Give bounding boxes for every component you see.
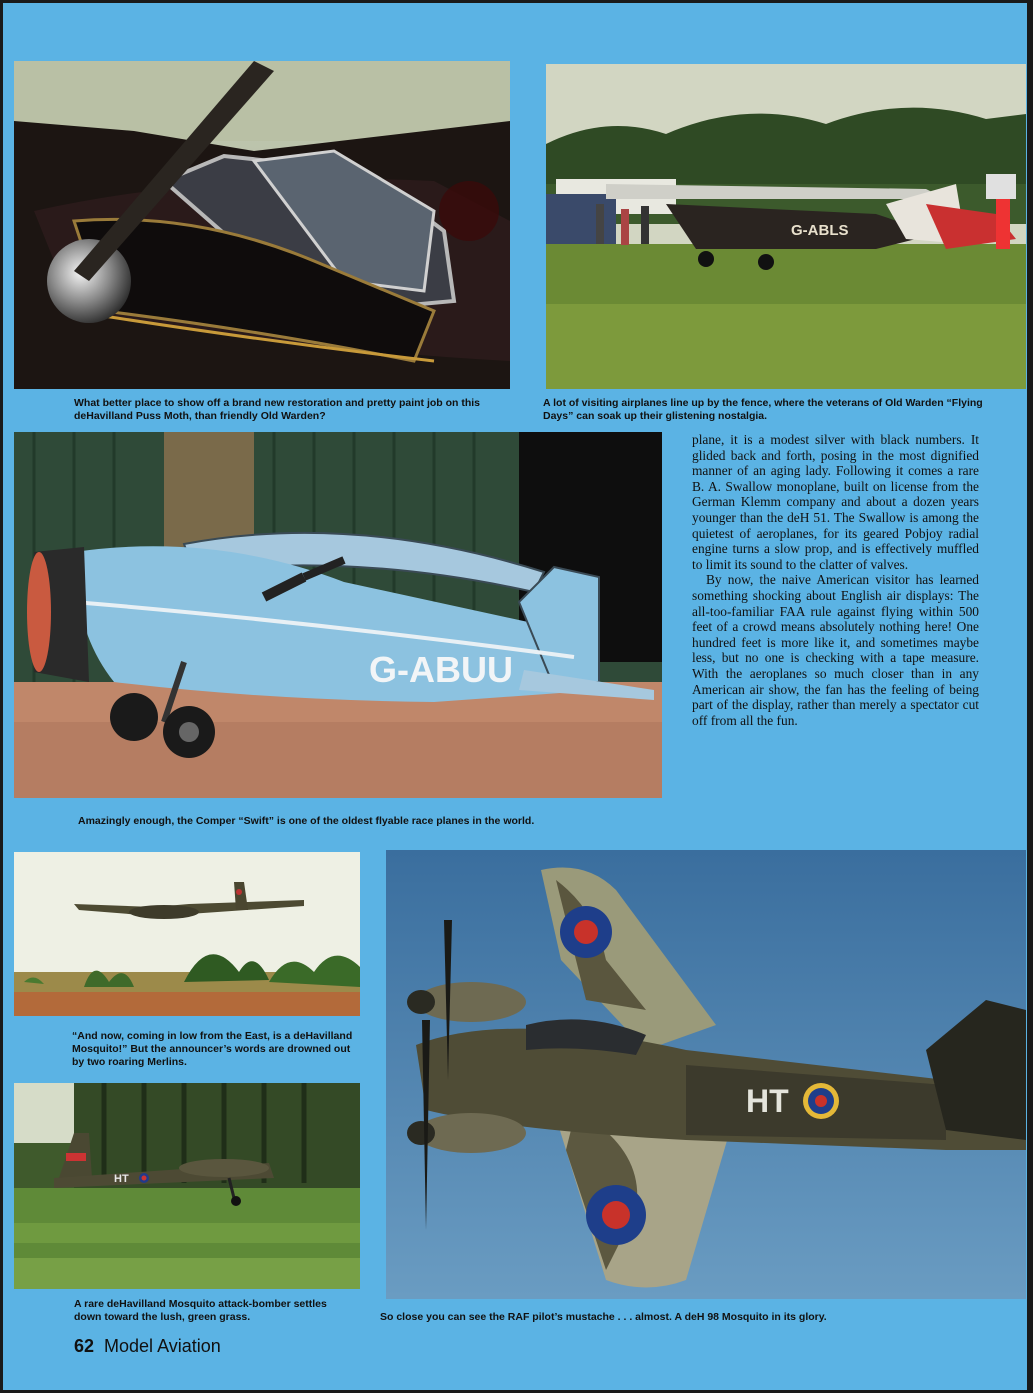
comper-swift-registration-mark: G-ABUU: [369, 649, 513, 690]
photo-puss-moth: [14, 61, 510, 389]
article-paragraph: By now, the naive American visitor has learned something shocking about English air displays: The all-too-familiar FAA rule against flying within 500 feet of a crowd means absolutely nothing here! One hundred feet is more like it, and sometimes maybe less, but no one is checking with a tape measure. With the aeroplanes so much closer than in any American air show, the fan has the feeling of being part of the display, rather than merely a spectator cut off from all the fun.: [692, 572, 979, 728]
caption-mosquito-closeup: So close you can see the RAF pilot’s mustache . . . almost. A deH 98 Mosquito in its glory.: [380, 1311, 827, 1323]
puss-moth-registration-mark: G-ABLS: [791, 222, 849, 239]
photo-mosquito-closeup: [386, 850, 1026, 1299]
mosquito-squadron-code: HT: [746, 1083, 789, 1119]
magazine-title: Model Aviation: [104, 1336, 221, 1356]
caption-visiting-planes: A lot of visiting airplanes line up by the fence, where the veterans of Old Warden “Flying Days” can soak up their glistening nostalgia.: [543, 397, 983, 422]
caption-comper-swift: Amazingly enough, the Comper “Swift” is one of the oldest flyable race planes in the world.: [78, 815, 535, 827]
mosquito-landing-squadron-code: HT: [114, 1173, 129, 1185]
photo-mosquito-landing: [14, 1083, 360, 1289]
caption-mosquito-low: “And now, coming in low from the East, is a deHavilland Mosquito!” But the announcer’s words are drowned out by two roaring Merlins.: [72, 1030, 353, 1068]
page-footer: [74, 1336, 221, 1357]
article-body: [692, 432, 979, 728]
article-paragraph: plane, it is a modest silver with black numbers. It glided back and forth, posing in the most dignified manner of an aging lady. Following it comes a rare B. A. Swallow monoplane, built on license from the German Klemm company and about a dozen years younger than the deH 51. The Swallow is among the quietest of aeroplanes, for its geared Pobjoy radial engine turns a slow prop, and is effectively muffled to limit its sound to the clatter of valves.: [692, 432, 979, 572]
page-number: 62: [74, 1336, 95, 1356]
photo-comper-swift: [14, 432, 662, 798]
caption-puss-moth: What better place to show off a brand new restoration and pretty paint job on this deHavilland Puss Moth, than friendly Old Warden?: [74, 397, 481, 422]
caption-mosquito-landing: A rare deHavilland Mosquito attack-bomber settles down toward the lush, green grass.: [74, 1298, 327, 1323]
photo-mosquito-low: [14, 852, 360, 1016]
photo-visiting-planes: [546, 64, 1026, 389]
